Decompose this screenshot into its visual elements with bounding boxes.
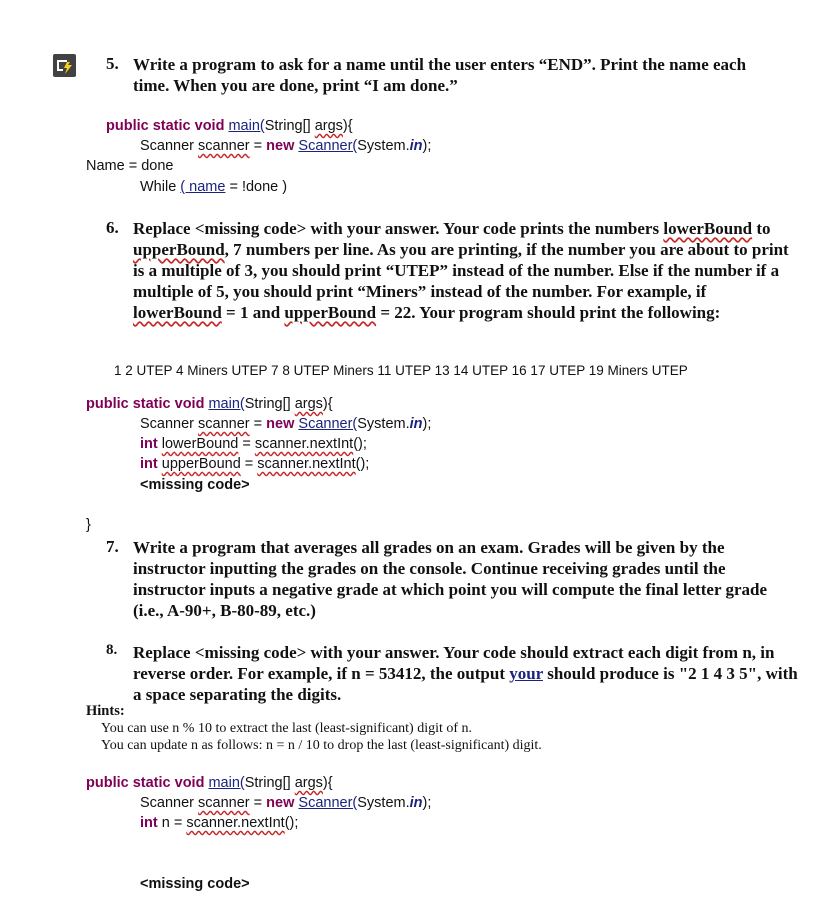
q8-code-n-line bbox=[140, 813, 298, 833]
text: should produce is "2 1 4 3 5", with a space separating the digits. bbox=[133, 664, 798, 704]
text: = 1 and bbox=[221, 303, 285, 322]
q5-code-main-signature bbox=[106, 116, 353, 136]
q5-code-scanner-line bbox=[140, 136, 431, 156]
param-name: args bbox=[294, 775, 323, 791]
question-5-number: 5. bbox=[106, 54, 119, 73]
question-6-number: 6. bbox=[106, 218, 119, 237]
operator: = bbox=[240, 456, 258, 472]
keyword-new: new bbox=[266, 416, 295, 432]
q6-code-main-signature bbox=[86, 394, 333, 414]
question-6-text bbox=[133, 218, 793, 323]
system-in: in bbox=[409, 138, 423, 154]
bracket: ){ bbox=[322, 396, 333, 412]
constructor: Scanner( bbox=[298, 416, 358, 432]
system-in: in bbox=[409, 416, 423, 432]
q5-while-line bbox=[140, 177, 287, 197]
method-name: main( bbox=[208, 396, 245, 412]
variable: scanner bbox=[198, 795, 250, 811]
param-name: args bbox=[294, 396, 323, 412]
method-call: scanner.nextInt bbox=[257, 456, 356, 472]
operator: = bbox=[249, 416, 267, 432]
method-call: scanner.nextInt bbox=[186, 815, 285, 831]
q6-sample-output: 1 2 UTEP 4 Miners UTEP 7 8 UTEP Miners 11 UTEP 13 14 UTEP 16 17 UTEP 19 Miners UTEP bbox=[114, 363, 688, 378]
question-8-text bbox=[133, 642, 803, 705]
type: Scanner bbox=[140, 416, 199, 432]
param-type: String[] bbox=[244, 775, 295, 791]
q5-name-line: Name = done bbox=[86, 158, 174, 174]
text: = 22. Your program should print the following: bbox=[376, 303, 721, 322]
constructor: Scanner( bbox=[298, 795, 358, 811]
keyword-new: new bbox=[266, 138, 295, 154]
operator: = bbox=[249, 138, 267, 154]
method-name: main( bbox=[228, 118, 265, 134]
end: (); bbox=[353, 436, 367, 452]
bracket: ){ bbox=[322, 775, 333, 791]
constructor: Scanner( bbox=[298, 138, 358, 154]
q8-code-main-signature bbox=[86, 773, 333, 793]
variable: n = bbox=[157, 815, 187, 831]
hint-2: You can update n as follows: n = n / 10 to drop the last (least-significant) digit. bbox=[101, 738, 542, 753]
underlined-word: your bbox=[509, 664, 543, 683]
question-5-text: Write a program to ask for a name until the user enters “END”. Print the name each time. When you are done, print “I am done.” bbox=[133, 55, 747, 95]
while-keyword: While bbox=[140, 179, 181, 195]
lightning-document-icon bbox=[53, 54, 76, 77]
question-7-number: 7. bbox=[106, 537, 119, 556]
term-lowerbound: lowerBound bbox=[133, 303, 222, 322]
text: to bbox=[752, 219, 771, 238]
variable: scanner bbox=[198, 416, 250, 432]
type: Scanner bbox=[140, 138, 199, 154]
variable: lowerBound bbox=[161, 436, 239, 452]
term-lowerbound: lowerBound bbox=[663, 219, 753, 238]
while-condition: ( name bbox=[180, 179, 226, 195]
system: System. bbox=[357, 416, 410, 432]
system: System. bbox=[357, 138, 410, 154]
text: , 7 numbers per line. As you are printing, if the number you are about to print is a multiple of 3, you should print “UTEP” instead of the number. Else if the number if a multiple of 5, you should print “Miners” instead of the number. For example, if bbox=[133, 240, 789, 301]
text: Replace <missing code> with your answer. Your code should extract each digit from n, in reverse order. For example, if n = 53412, the output bbox=[133, 643, 775, 683]
end: (); bbox=[284, 815, 299, 831]
operator: = bbox=[238, 436, 255, 452]
q6-closing-brace: } bbox=[86, 517, 91, 533]
keyword: public static void bbox=[86, 775, 205, 791]
param-type: String[] bbox=[244, 396, 295, 412]
q8-code-scanner-line bbox=[140, 793, 431, 813]
term-upperbound: upperBound bbox=[284, 303, 377, 322]
param-name: args bbox=[314, 118, 343, 134]
variable: scanner bbox=[198, 138, 250, 154]
q6-missing-code: <missing code> bbox=[140, 477, 250, 493]
method-call: scanner.nextInt bbox=[254, 436, 354, 452]
q6-code-scanner-line bbox=[140, 414, 431, 434]
keyword-int: int bbox=[140, 456, 158, 472]
q8-missing-code: <missing code> bbox=[140, 876, 250, 892]
hints-title: Hints: bbox=[86, 703, 125, 719]
keyword: public static void bbox=[106, 118, 225, 134]
q6-code-upperbound-line bbox=[140, 454, 369, 474]
hint-1: You can use n % 10 to extract the last (least-significant) digit of n. bbox=[101, 721, 473, 736]
keyword-int: int bbox=[140, 815, 158, 831]
question-8-number: 8. bbox=[106, 642, 118, 658]
operator: = bbox=[249, 795, 267, 811]
param-type: String[] bbox=[264, 118, 315, 134]
method-name: main( bbox=[208, 775, 245, 791]
question-7-text: Write a program that averages all grades on an exam. Grades will be given by the instructor inputting the grades on the console. Continue receiving grades until the instructor inputs a negative grade at which point you will compute the final letter grade (i.e., A-90+, B-80-89, etc.) bbox=[133, 538, 768, 620]
system-in: in bbox=[409, 795, 423, 811]
end: (); bbox=[355, 456, 370, 472]
end: ); bbox=[422, 795, 432, 811]
type: Scanner bbox=[140, 795, 199, 811]
q6-code-lowerbound-line bbox=[140, 434, 367, 454]
bracket: ){ bbox=[342, 118, 353, 134]
term-upperbound: upperBound bbox=[133, 240, 225, 259]
keyword-new: new bbox=[266, 795, 295, 811]
end: ); bbox=[422, 138, 432, 154]
keyword-int: int bbox=[140, 436, 158, 452]
system: System. bbox=[357, 795, 410, 811]
text: Replace <missing code> with your answer. Your code prints the numbers bbox=[133, 219, 664, 238]
end: ); bbox=[422, 416, 432, 432]
variable: upperBound bbox=[161, 456, 241, 472]
keyword: public static void bbox=[86, 396, 205, 412]
while-rest: = !done ) bbox=[225, 179, 288, 195]
